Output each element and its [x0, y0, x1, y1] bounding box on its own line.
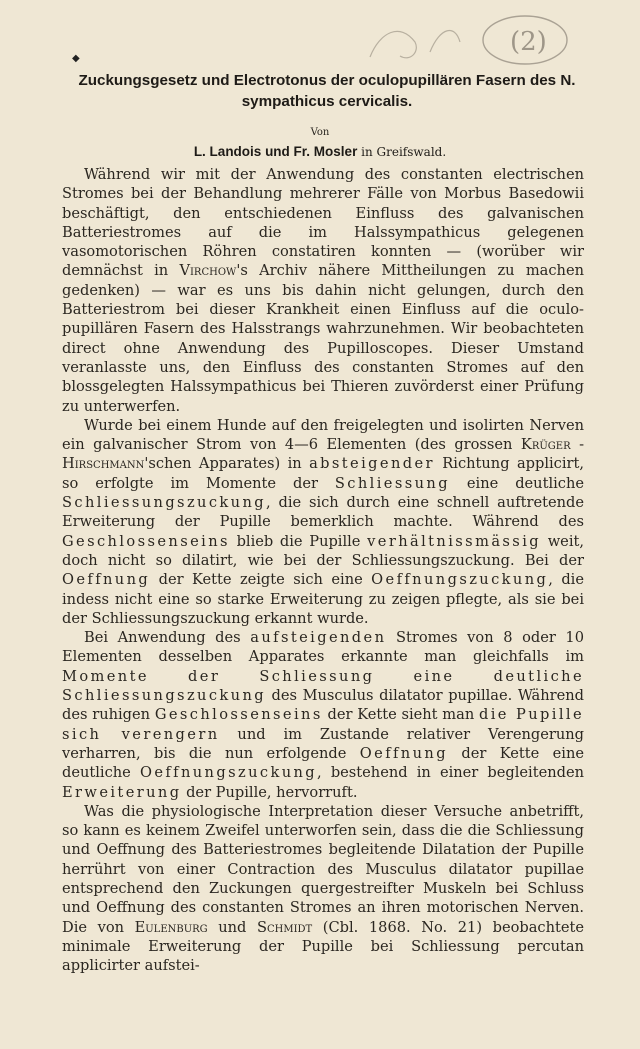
text-run: Richtung applicirt, so erfolgte im Momente der — [62, 455, 584, 492]
spaced-emphasis: Schliessungszuckung — [62, 494, 266, 512]
text-run: der Kette zeigte sich eine — [150, 571, 372, 589]
text-run: und im Zustande relativer Verengerung verharren, bis die nun erfolgende — [62, 725, 585, 762]
text-run: der Kette eine deutliche — [62, 744, 584, 782]
text-run: Was die physiologische Interpretation dieser Versuche anbetrifft, so kann es keinem Zweifel unterworfen sein, dass die die Schliessung und Oeffnung des Batteriestromes begleitende Dilatation der Pupille herrührt von einer Contraction des Musculus dilatator pupillae entsprechend den Zuckungen quergestreifter Muskeln bei Schluss und Oeffnung des constanten Stromes an ihren motorischen Nerven. Die von — [62, 802, 584, 936]
spaced-emphasis: Oeffnungszuckung — [139, 764, 318, 782]
author-names: L. Landois und Fr. Mosler — [193, 144, 358, 159]
text-run: Bei Anwendung des — [84, 629, 251, 647]
text-run: des Musculus dilatator pupillae. Während des ruhigen — [62, 687, 584, 724]
spaced-emphasis: Geschlossenseins — [62, 532, 230, 550]
text-run: , die indess nicht eine so starke Erweiterung zu zeigen pflegte, als sie bei der Schliessungszuckung erkannt wurde. — [62, 571, 584, 627]
spaced-emphasis: Geschlossenseins — [154, 706, 323, 724]
text-run: (Cbl. 1868. No. 21) beobachtete minimale Erweiterung der Pupille bei Schliessung percutan applicirter aufstei- — [62, 918, 584, 975]
text-run: Stromes von 8 oder 10 Elementen desselben Apparates erkannte man gleichfalls im — [62, 629, 584, 666]
ornament-diamond: ◆ — [72, 53, 80, 64]
paragraph — [62, 416, 584, 628]
author-line — [0, 144, 640, 159]
text-run: 's Archiv nähere Mittheilungen zu machen gedenken) — war es uns bis dahin nicht gelungen, durch den Batteriestrom bei dieser Krankheit einen Einfluss auf die oculo-pupillären Fasern des Halsstrangs wahrzunehmen. Wir beobachteten direct ohne Anwendung des Pupilloscopes. Dieser Umstand veranlasste uns, den Einfluss des constanten Stromes auf den blossgelegten Halssympathicus bei Thieren zuvörderst einer Prüfung zu unterwerfen. — [62, 262, 584, 415]
author-name-smallcaps: Krüger - Hirschmann — [62, 436, 584, 473]
text-run: der Pupille, hervorruft. — [181, 783, 358, 801]
article-body — [62, 165, 584, 975]
paragraph — [62, 628, 584, 802]
author-name-smallcaps: Virchow — [179, 262, 237, 280]
spaced-emphasis: aufsteigenden — [250, 629, 387, 647]
text-run: weit, doch nicht so dilatirt, wie bei der Schliessungszuckung. Bei der — [62, 532, 584, 569]
text-run: der Kette sieht man — [322, 706, 479, 724]
text-run: , die sich durch eine schnell auftretende Erweiterung der Pupille bemerklich machte. Während des — [62, 494, 584, 531]
spaced-emphasis: die Pupille sich verengern — [62, 706, 584, 743]
paper-title: Zuckungsgesetz und Electrotonus der oculopupillären Fasern des N. sympathicus cervicalis. — [78, 72, 576, 110]
text-run: , bestehend in einer begleitenden — [317, 764, 584, 782]
stamp-number: (2) — [510, 27, 547, 57]
spaced-emphasis: verhältnissmässig — [367, 532, 542, 550]
text-run: Wurde bei einem Hunde auf den freigelegten und isolirten Nerven ein galvanischer Strom von 4—6 Elementen (des grossen — [62, 416, 584, 454]
spaced-emphasis: Oeffnung — [359, 744, 448, 762]
text-run: und — [207, 918, 257, 936]
author-name-smallcaps: Eulenburg — [134, 918, 208, 936]
spaced-emphasis: Momente der Schliessung eine deutliche Schliessungszuckung — [62, 667, 584, 705]
paragraph — [62, 165, 584, 416]
spaced-emphasis: absteigender — [309, 455, 435, 473]
byline-von: Von — [310, 127, 330, 138]
spaced-emphasis: Schliessung — [334, 474, 450, 492]
text-run: Während wir mit der Anwendung des constanten electrischen Stromes bei der Behandlung mehrerer Fälle von Morbus Basedowii beschäftigt, den entschiedenen Einfluss des galvanischen Batteriestromes auf die im Halssympathicus gelegenen vasomotorischen Röhren constatiren konnten — (worüber wir demnächst in — [62, 166, 584, 280]
spaced-emphasis: Oeffnung — [62, 571, 151, 589]
author-name-smallcaps: Schmidt — [256, 918, 313, 936]
spaced-emphasis: Oeffnungszuckung — [371, 571, 549, 589]
text-run: blieb die Pupille — [229, 532, 368, 550]
spaced-emphasis: Erweiterung — [62, 783, 182, 801]
paragraph — [62, 802, 584, 976]
author-location: in Greifswald. — [361, 145, 447, 159]
text-run: 'schen Apparates) in — [144, 455, 310, 473]
archive-stamp-mark — [360, 12, 590, 68]
text-run: eine deutliche — [449, 474, 584, 492]
